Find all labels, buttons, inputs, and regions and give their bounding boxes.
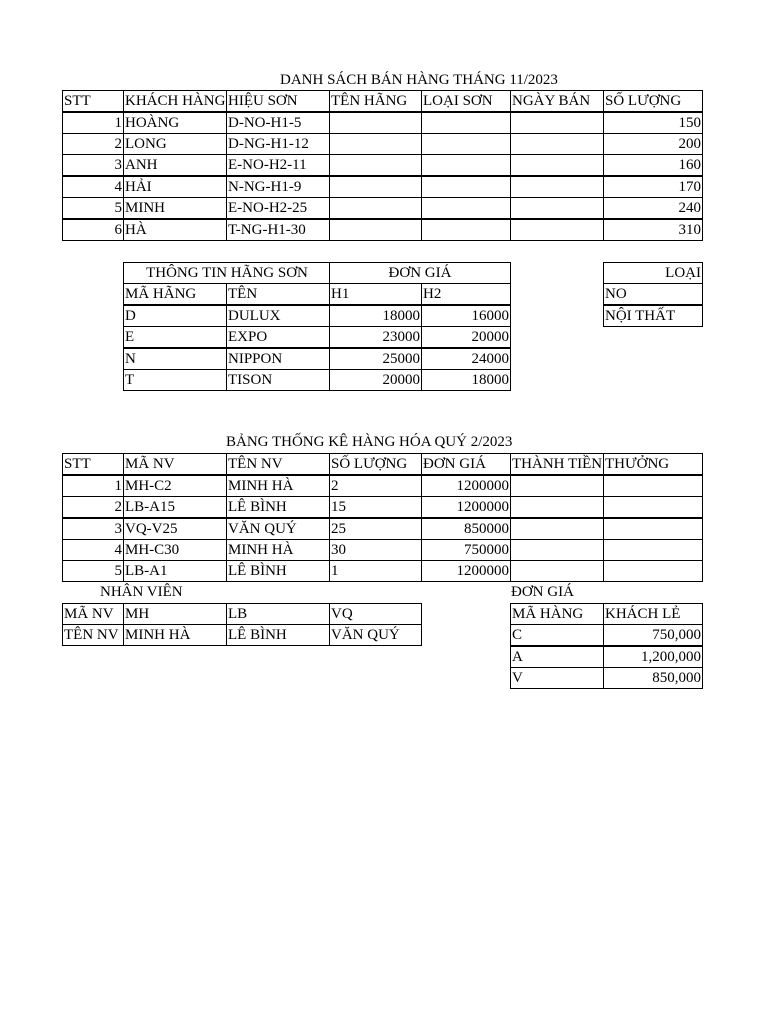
staff-code-mh: MH	[123, 603, 227, 625]
stats-cell-bonus	[603, 518, 703, 540]
stats-header-price: ĐƠN GIÁ	[421, 453, 511, 475]
stats-cell-stt: 2	[62, 496, 124, 518]
sales-header-code: HIỆU SƠN	[226, 90, 330, 112]
sales-cell-date	[510, 219, 604, 241]
sales-cell-code: T-NG-H1-30	[226, 219, 330, 241]
sales-cell-brand	[329, 112, 422, 134]
stats-header-qty: SỐ LƯỢNG	[329, 453, 422, 475]
stats-cell-total	[510, 560, 604, 582]
stats-cell-price: 850000	[421, 518, 511, 540]
stats-header-code: MÃ NV	[123, 453, 227, 475]
sales-title: DANH SÁCH BÁN HÀNG THÁNG 11/2023	[280, 72, 558, 88]
sales-cell-stt: 4	[62, 176, 124, 198]
sales-cell-qty: 240	[603, 197, 703, 219]
sales-cell-type	[421, 197, 511, 219]
brands-cell-code: E	[123, 326, 227, 348]
stats-cell-total	[510, 539, 604, 561]
types-title: LOẠI	[603, 262, 703, 284]
stats-cell-bonus	[603, 539, 703, 561]
sales-cell-type	[421, 154, 511, 176]
prices-cell-code: A	[510, 646, 604, 668]
sales-cell-customer: MINH	[123, 197, 227, 219]
prices-title: ĐƠN GIÁ	[511, 584, 574, 600]
prices-cell-price: 1,200,000	[603, 646, 703, 668]
stats-cell-total	[510, 496, 604, 518]
stats-cell-qty: 30	[329, 539, 422, 561]
stats-cell-code: LB-A15	[123, 496, 227, 518]
sales-cell-customer: LONG	[123, 133, 227, 155]
brands-cell-code: N	[123, 348, 227, 370]
sales-cell-type	[421, 133, 511, 155]
stats-cell-total	[510, 475, 604, 497]
sales-cell-date	[510, 112, 604, 134]
brands-cell-name: DULUX	[226, 305, 330, 327]
brands-cell-h2: 20000	[421, 326, 511, 348]
brands-cell-code: T	[123, 369, 227, 391]
sales-cell-brand	[329, 197, 422, 219]
sales-cell-customer: HẢI	[123, 176, 227, 198]
stats-cell-qty: 15	[329, 496, 422, 518]
staff-name-label: TÊN NV	[62, 624, 124, 646]
stats-cell-qty: 1	[329, 560, 422, 582]
brands-header-h1: H1	[329, 283, 422, 305]
sales-cell-code: D-NO-H1-5	[226, 112, 330, 134]
sales-cell-customer: ANH	[123, 154, 227, 176]
stats-cell-price: 1200000	[421, 496, 511, 518]
stats-cell-bonus	[603, 496, 703, 518]
prices-header-retail: KHÁCH LẺ	[603, 603, 703, 625]
sales-cell-date	[510, 197, 604, 219]
stats-cell-name: LÊ BÌNH	[226, 560, 330, 582]
staff-name-lb: LÊ BÌNH	[226, 624, 330, 646]
brands-cell-code: D	[123, 305, 227, 327]
stats-cell-name: MINH HÀ	[226, 539, 330, 561]
stats-cell-stt: 1	[62, 475, 124, 497]
prices-header-code: MÃ HÀNG	[510, 603, 604, 625]
sales-cell-code: D-NG-H1-12	[226, 133, 330, 155]
stats-cell-name: MINH HÀ	[226, 475, 330, 497]
stats-cell-bonus	[603, 560, 703, 582]
sales-header-date: NGÀY BÁN	[510, 90, 604, 112]
stats-header-name: TÊN NV	[226, 453, 330, 475]
sales-cell-code: E-NO-H2-25	[226, 197, 330, 219]
stats-cell-price: 1200000	[421, 560, 511, 582]
sales-cell-brand	[329, 219, 422, 241]
stats-cell-stt: 3	[62, 518, 124, 540]
staff-name-vq: VĂN QUÝ	[329, 624, 422, 646]
sales-cell-stt: 5	[62, 197, 124, 219]
sales-cell-date	[510, 176, 604, 198]
prices-cell-code: C	[510, 624, 604, 646]
staff-code-lb: LB	[226, 603, 330, 625]
brands-header-code: MÃ HÃNG	[123, 283, 227, 305]
sales-cell-customer: HOÀNG	[123, 112, 227, 134]
stats-header-stt: STT	[62, 453, 124, 475]
sales-header-customer: KHÁCH HÀNG	[123, 90, 227, 112]
types-row: NO	[603, 283, 703, 305]
brands-cell-h1: 25000	[329, 348, 422, 370]
sales-cell-date	[510, 133, 604, 155]
prices-cell-price: 750,000	[603, 624, 703, 646]
sales-header-qty: SỐ LƯỢNG	[603, 90, 703, 112]
prices-cell-code: V	[510, 667, 604, 689]
stats-cell-bonus	[603, 475, 703, 497]
stats-cell-name: LÊ BÌNH	[226, 496, 330, 518]
brands-cell-h2: 18000	[421, 369, 511, 391]
types-row: NỘI THẤT	[603, 305, 703, 327]
sales-cell-type	[421, 219, 511, 241]
sales-cell-code: E-NO-H2-11	[226, 154, 330, 176]
brands-cell-h2: 24000	[421, 348, 511, 370]
brands-cell-h2: 16000	[421, 305, 511, 327]
stats-cell-total	[510, 518, 604, 540]
staff-code-vq: VQ	[329, 603, 422, 625]
sales-cell-qty: 170	[603, 176, 703, 198]
sales-cell-stt: 1	[62, 112, 124, 134]
sales-cell-brand	[329, 154, 422, 176]
sales-cell-qty: 310	[603, 219, 703, 241]
stats-header-bonus: THƯỞNG	[603, 453, 703, 475]
sales-header-stt: STT	[62, 90, 124, 112]
sales-cell-brand	[329, 133, 422, 155]
stats-header-total: THÀNH TIỀN	[510, 453, 604, 475]
stats-title: BẢNG THỐNG KÊ HÀNG HÓA QUÝ 2/2023	[226, 434, 513, 450]
sales-cell-stt: 3	[62, 154, 124, 176]
brands-price-header: ĐƠN GIÁ	[329, 262, 511, 284]
sales-cell-qty: 160	[603, 154, 703, 176]
sales-cell-code: N-NG-H1-9	[226, 176, 330, 198]
stats-cell-code: MH-C2	[123, 475, 227, 497]
brands-title: THÔNG TIN HÃNG SƠN	[123, 262, 330, 284]
staff-name-mh: MINH HÀ	[123, 624, 227, 646]
brands-cell-h1: 18000	[329, 305, 422, 327]
stats-cell-qty: 25	[329, 518, 422, 540]
brands-cell-name: NIPPON	[226, 348, 330, 370]
sales-cell-qty: 200	[603, 133, 703, 155]
brands-cell-h1: 23000	[329, 326, 422, 348]
brands-header-name: TÊN	[226, 283, 330, 305]
brands-header-h2: H2	[421, 283, 511, 305]
stats-cell-code: MH-C30	[123, 539, 227, 561]
sales-cell-qty: 150	[603, 112, 703, 134]
stats-cell-qty: 2	[329, 475, 422, 497]
stats-cell-stt: 5	[62, 560, 124, 582]
stats-cell-stt: 4	[62, 539, 124, 561]
sales-cell-type	[421, 176, 511, 198]
sales-header-type: LOẠI SƠN	[421, 90, 511, 112]
stats-cell-price: 750000	[421, 539, 511, 561]
sales-header-brand: TÊN HÃNG	[329, 90, 422, 112]
stats-cell-code: LB-A1	[123, 560, 227, 582]
brands-cell-name: TISON	[226, 369, 330, 391]
sales-cell-type	[421, 112, 511, 134]
stats-cell-name: VĂN QUÝ	[226, 518, 330, 540]
sales-cell-stt: 2	[62, 133, 124, 155]
sales-cell-stt: 6	[62, 219, 124, 241]
brands-cell-name: EXPO	[226, 326, 330, 348]
prices-cell-price: 850,000	[603, 667, 703, 689]
staff-code-label: MÃ NV	[62, 603, 124, 625]
stats-cell-code: VQ-V25	[123, 518, 227, 540]
sales-cell-date	[510, 154, 604, 176]
stats-cell-price: 1200000	[421, 475, 511, 497]
sales-cell-brand	[329, 176, 422, 198]
brands-cell-h1: 20000	[329, 369, 422, 391]
sales-cell-customer: HÀ	[123, 219, 227, 241]
staff-title: NHÂN VIÊN	[100, 584, 183, 600]
